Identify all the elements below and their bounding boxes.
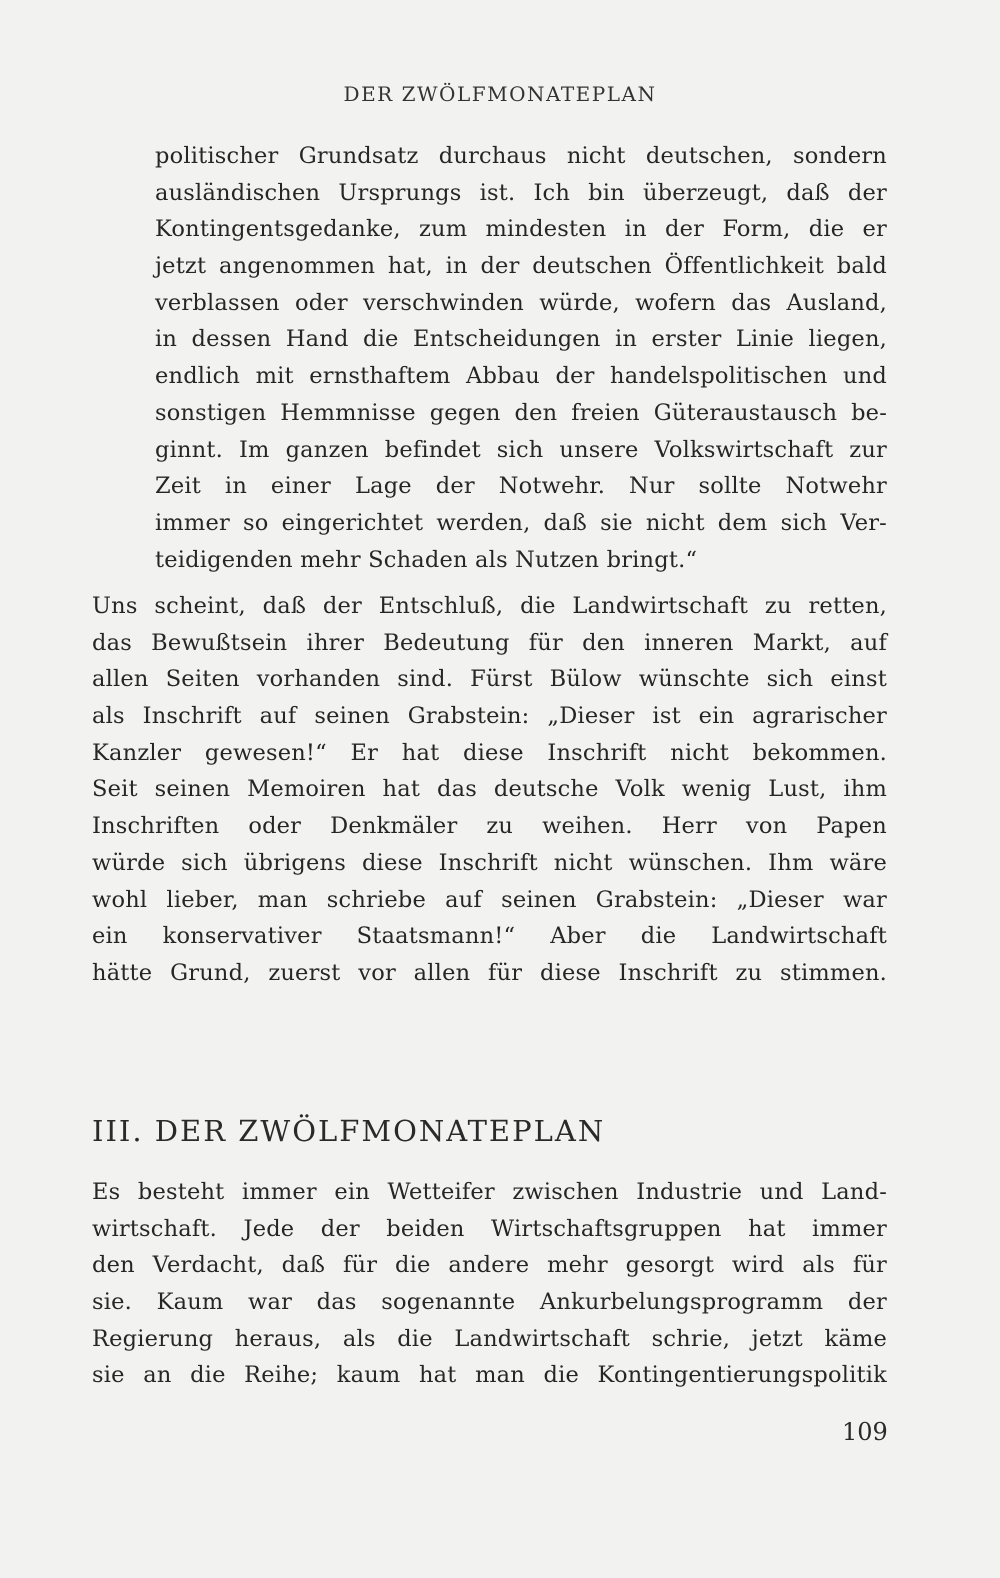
quote-line: in dessen Hand die Entscheidungen in erster Linie liegen, [155, 326, 887, 353]
quote-line: sonstigen Hemmnisse gegen den freien Güteraustausch be- [155, 399, 887, 426]
quote-line: Kontingentsgedanke, zum mindesten in der Form, die er [155, 216, 887, 243]
quote-line: jetzt angenommen hat, in der deutschen Öffentlichkeit bald [155, 253, 887, 280]
section-heading: III. DER ZWÖLFMONATEPLAN [92, 1114, 606, 1148]
paragraph-line: Inschriften oder Denkmäler zu weihen. Herr von Papen [92, 813, 887, 840]
quote-line: politischer Grundsatz durchaus nicht deutschen, sondern [155, 143, 887, 169]
page-number: 109 [842, 1418, 888, 1446]
indented-quote [155, 138, 887, 578]
quote-line: endlich mit ernsthaftem Abbau der handelspolitischen und [155, 363, 887, 390]
paragraph-line: Kanzler gewesen!“ Er hat diese Inschrift nicht bekommen. [92, 739, 887, 766]
quote-line: ginnt. Im ganzen befindet sich unsere Volkswirtschaft zur [155, 436, 887, 463]
section-line: sie. Kaum war das sogenannte Ankurbelungsprogramm der [92, 1289, 887, 1316]
quote-line: ausländischen Ursprungs ist. Ich bin überzeugt, daß der [155, 179, 887, 206]
paragraph-line: Uns scheint, daß der Entschluß, die Landwirtschaft zu retten, [92, 593, 887, 619]
paragraph-line: ein konservativer Staatsmann!“ Aber die Landwirtschaft [92, 923, 887, 950]
running-head: DER ZWÖLFMONATEPLAN [343, 82, 657, 106]
quote-line: verblassen oder verschwinden würde, wofern das Ausland, [155, 289, 887, 316]
paragraph-line: wohl lieber, man schriebe auf seinen Grabstein: „Dieser war [92, 886, 887, 913]
paragraph-line: hätte Grund, zuerst vor allen für diese Inschrift zu stimmen. [92, 959, 887, 986]
section-line: Regierung heraus, als die Landwirtschaft schrie, jetzt käme [92, 1325, 887, 1352]
paragraph-line: allen Seiten vorhanden sind. Fürst Bülow wünschte sich einst [92, 666, 887, 693]
paragraph-line: das Bewußtsein ihrer Bedeutung für den inneren Markt, auf [92, 629, 887, 656]
body-paragraph [92, 588, 887, 992]
section-paragraph [92, 1174, 887, 1394]
section-line: wirtschaft. Jede der beiden Wirtschaftsgruppen hat immer [92, 1215, 887, 1242]
quote-line: immer so eingerichtet werden, daß sie nicht dem sich Ver- [155, 509, 887, 536]
paragraph-line: Seit seinen Memoiren hat das deutsche Volk wenig Lust, ihm [92, 776, 887, 803]
section-line: den Verdacht, daß für die andere mehr gesorgt wird als für [92, 1252, 887, 1279]
paragraph-line: als Inschrift auf seinen Grabstein: „Dieser ist ein agrarischer [92, 703, 887, 730]
quote-line: teidigenden mehr Schaden als Nutzen bringt.“ [155, 546, 698, 573]
paragraph-line: würde sich übrigens diese Inschrift nicht wünschen. Ihm wäre [92, 849, 887, 876]
quote-line: Zeit in einer Lage der Notwehr. Nur sollte Notwehr [155, 473, 887, 500]
section-line: Es besteht immer ein Wetteifer zwischen Industrie und Land- [92, 1179, 887, 1205]
section-line: sie an die Reihe; kaum hat man die Kontingentierungspolitik [92, 1362, 887, 1389]
